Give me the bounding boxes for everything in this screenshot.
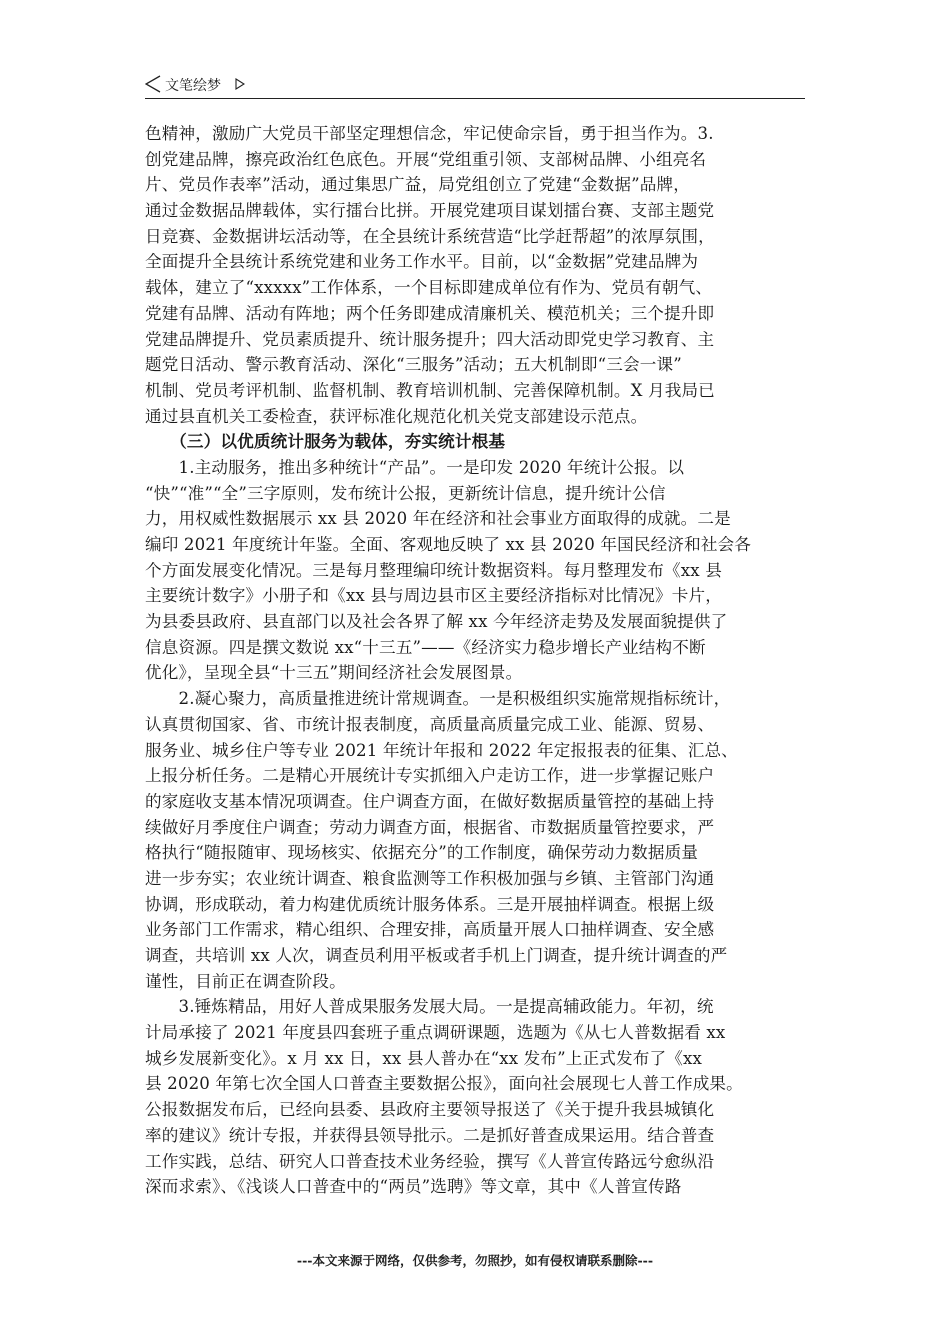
- text-line: 3.锤炼精品，用好人普成果服务发展大局。一是提高辅政能力。年初，统: [145, 997, 714, 1017]
- text-line: 日竞赛、金数据讲坛活动等，在全县统计系统营造“比学赶帮超”的浓厚氛围，: [145, 226, 715, 246]
- text-line: 谨性，目前正在调查阶段。: [145, 971, 346, 991]
- text-line: 进一步夯实；农业统计调查、粮食监测等工作积极加强与乡镇、主管部门沟通: [145, 868, 715, 888]
- text-line: 认真贯彻国家、省、市统计报表制度，高质量高质量完成工业、能源、贸易、: [145, 714, 715, 734]
- text-line: 为县委县政府、县直部门以及社会各界了解 xx 今年经济走势及发展面貌提供了: [145, 612, 728, 632]
- text-line: 的家庭收支基本情况项调查。住户调查方面，在做好数据质量管控的基础上持: [145, 791, 715, 811]
- text-line: 优化》，呈现全县“十三五”期间经济社会发展图景。: [145, 663, 523, 683]
- text-line: 服务业、城乡住户等专业 2021 年统计年报和 2022 年定报报表的征集、汇总、: [145, 740, 738, 760]
- text-line: “快”“准”“全”三字原则，发布统计公报，更新统计信息，提升统计公信: [145, 483, 666, 503]
- brand-label: 文笔绘梦: [165, 78, 221, 94]
- text-line: 党建有品牌、活动有阵地；两个任务即建成清廉机关、模范机关；三个提升即: [145, 303, 715, 323]
- text-line: 公报数据发布后，已经向县委、县政府主要领导报送了《关于提升我县城镇化: [145, 1100, 715, 1120]
- document-body: [145, 121, 813, 1200]
- text-line: 信息资源。四是撰文数说 xx“十三五”——《经济实力稳步增长产业结构不断: [145, 637, 706, 657]
- text-line: 主要统计数字》小册子和《xx 县与周边县市区主要经济指标对比情况》卡片，: [145, 586, 722, 606]
- text-line: 协调，形成联动，着力构建优质统计服务体系。三是开展抽样调查。根据上级: [145, 894, 715, 914]
- text-line: 题党日活动、警示教育活动、深化“三服务”活动；五大机制即“三会一课”: [145, 355, 682, 375]
- text-line: 编印 2021 年度统计年鉴。全面、客观地反映了 xx 县 2020 年国民经济和社会各: [145, 535, 752, 554]
- text-line: 党建品牌提升、党员素质提升、统计服务提升；四大活动即党史学习教育、主: [145, 329, 715, 349]
- triangle-left-icon: [145, 75, 161, 93]
- text-line: 通过金数据品牌载体，实行擂台比拼。开展党建项目谋划擂台赛、支部主题党: [145, 201, 715, 221]
- text-line: 个方面发展变化情况。三是每月整理编印统计数据资料。每月整理发布《xx 县: [145, 560, 722, 580]
- text-line: 色精神，激励广大党员干部坚定理想信念，牢记使命宗旨，勇于担当作为。3.: [145, 124, 714, 143]
- text-line: 续做好月季度住户调查；劳动力调查方面，根据省、市数据质量管控要求，严: [145, 817, 715, 837]
- text-line: 县 2020 年第七次全国人口普查主要数据公报》，面向社会展现七人普工作成果。: [145, 1074, 743, 1094]
- page-header: [145, 72, 805, 99]
- text-line: 1.主动服务，推出多种统计“产品”。一是印发 2020 年统计公报。以: [145, 457, 685, 477]
- triangle-right-icon: [235, 78, 245, 90]
- text-line: 工作实践，总结、研究人口普查技术业务经验，撰写《人普宣传路远兮愈纵沿: [145, 1151, 715, 1171]
- text-line: 城乡发展新变化》。x 月 xx 日，xx 县人普办在“xx 发布”上正式发布了《xx: [145, 1048, 703, 1068]
- text-line: 格执行“随报随审、现场核实、依据充分”的工作制度，确保劳动力数据质量: [145, 843, 699, 863]
- text-line: 通过县直机关工委检查，获评标准化规范化机关党支部建设示范点。: [145, 406, 648, 426]
- text-line: 片、党员作表率”活动，通过集思广益，局党组创立了党建“金数据”品牌，: [145, 175, 690, 195]
- text-line: 2.凝心聚力，高质量推进统计常规调查。一是积极组织实施常规指标统计，: [145, 689, 731, 709]
- text-line: 全面提升全县统计系统党建和业务工作水平。目前，以“金数据”党建品牌为: [145, 252, 699, 272]
- text-line: 机制、党员考评机制、监督机制、教育培训机制、完善保障机制。X 月我局已: [145, 380, 715, 400]
- text-line: 载体，建立了“xxxxx”工作体系，一个目标即建成单位有作为、党员有朝气、: [145, 278, 713, 298]
- text-line: 调查，共培训 xx 人次，调查员利用平板或者手机上门调查，提升统计调查的严: [145, 946, 728, 965]
- footer-disclaimer: ---本文来源于网络，仅供参考，勿照抄，如有侵权请联系删除---: [296, 1253, 654, 1268]
- text-line: 上报分析任务。二是精心开展统计专实抓细入户走访工作，进一步掌握记账户: [145, 766, 715, 786]
- text-line: 业务部门工作需求，精心组织、合理安排，高质量开展人口抽样调查、安全感: [145, 920, 715, 940]
- text-line: 深而求索》、《浅谈人口普查中的“两员”选聘》等文章，其中《人普宣传路: [145, 1177, 682, 1197]
- text-line: 创党建品牌，擦亮政治红色底色。开展“党组重引领、支部树品牌、小组亮名: [145, 149, 707, 169]
- text-line: 计局承接了 2021 年度县四套班子重点调研课题，选题为《从七人普数据看 xx: [145, 1023, 726, 1043]
- section-heading: （三）以优质统计服务为载体，夯实统计根基: [145, 431, 506, 452]
- text-line: 力，用权威性数据展示 xx 县 2020 年在经济和社会事业方面取得的成就。二是: [145, 509, 731, 529]
- text-line: 率的建议》统计专报，并获得县领导批示。二是抓好普查成果运用。结合普查: [145, 1125, 715, 1145]
